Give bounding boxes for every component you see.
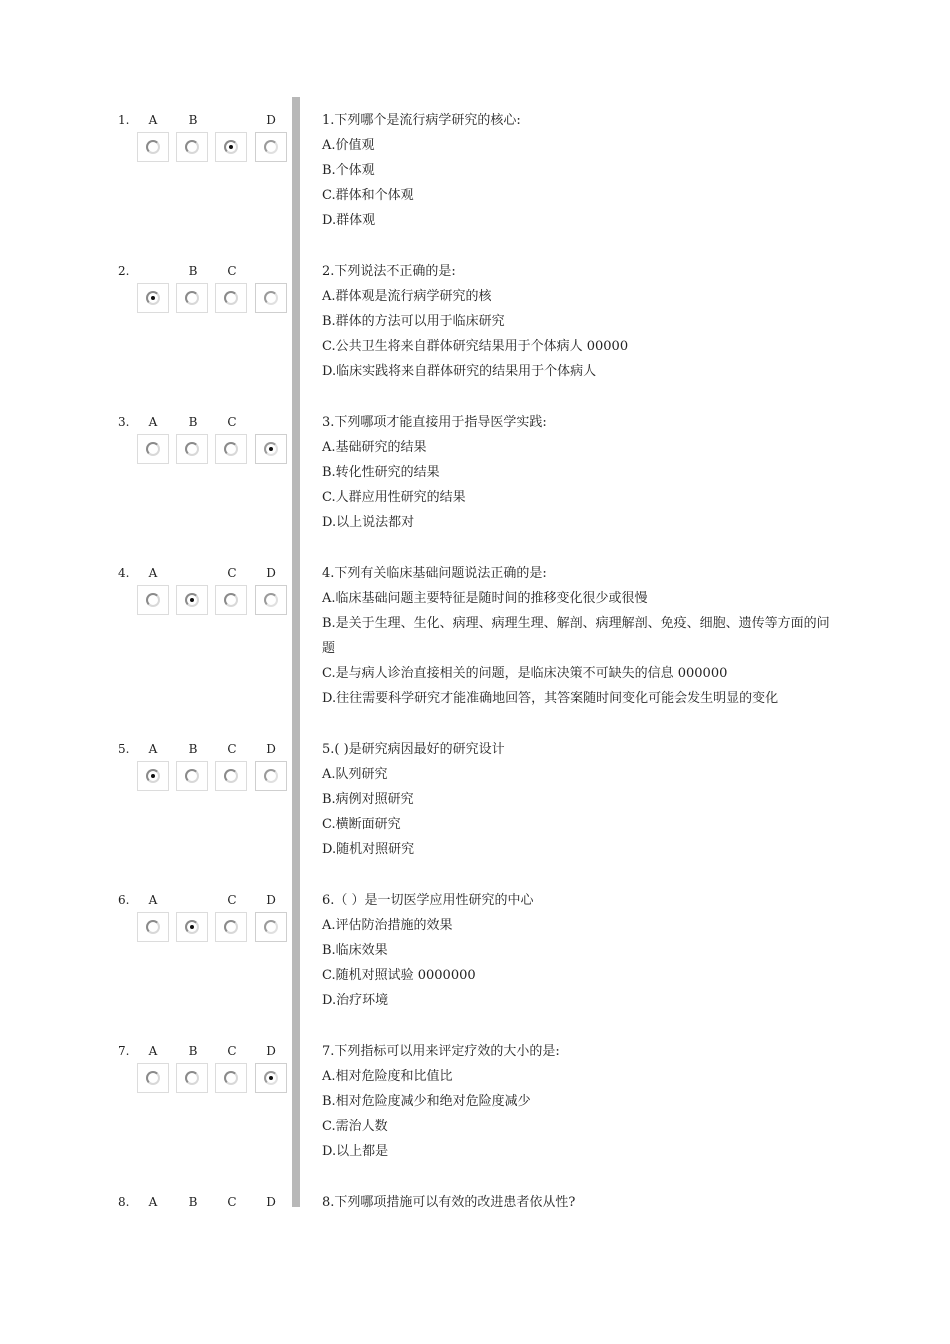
answer-option: B.相对危险度减少和绝对危险度减少 [322, 1094, 531, 1109]
choice-letter: A [148, 1195, 158, 1209]
question-number: 2. [118, 264, 130, 278]
radio-button-icon[interactable] [264, 1071, 278, 1085]
radio-button-icon[interactable] [224, 593, 238, 607]
answer-radio-box[interactable] [255, 132, 287, 162]
answer-radio-box[interactable] [137, 585, 169, 615]
answer-radio-box[interactable] [137, 1063, 169, 1093]
question-stem: 5.( )是研究病因最好的研究设计 [322, 742, 505, 757]
choice-letter: C [227, 1044, 237, 1058]
radio-selected-dot-icon [190, 598, 194, 602]
question-number: 6. [118, 893, 130, 907]
radio-button-icon[interactable] [264, 769, 278, 783]
choice-letter: D [266, 1044, 276, 1058]
answer-radio-box[interactable] [255, 585, 287, 615]
answer-radio-box[interactable] [215, 585, 247, 615]
answer-option: C.是与病人诊治直接相关的问题，是临床决策不可缺失的信息 000000 [322, 666, 728, 681]
radio-button-icon[interactable] [264, 442, 278, 456]
answer-option: A.相对危险度和比值比 [322, 1069, 453, 1084]
answer-radio-box[interactable] [137, 912, 169, 942]
answer-option: B.群体的方法可以用于临床研究 [322, 314, 505, 329]
answer-option: D.群体观 [322, 213, 376, 228]
question-stem: 2.下列说法不正确的是: [322, 264, 456, 279]
radio-selected-dot-icon [229, 145, 233, 149]
question-stem: 1.下列哪个是流行病学研究的核心: [322, 113, 521, 128]
choice-letter: B [188, 264, 198, 278]
answer-option: A.队列研究 [322, 767, 388, 782]
radio-selected-dot-icon [190, 925, 194, 929]
radio-button-icon[interactable] [185, 769, 199, 783]
choice-letter: C [227, 1195, 237, 1209]
answer-radio-box[interactable] [137, 434, 169, 464]
radio-button-icon[interactable] [224, 1071, 238, 1085]
radio-button-icon[interactable] [264, 920, 278, 934]
answer-option: D.临床实践将来自群体研究的结果用于个体病人 [322, 364, 597, 379]
radio-button-icon[interactable] [185, 1071, 199, 1085]
vertical-divider [292, 97, 300, 1207]
choice-letter: A [148, 1044, 158, 1058]
choice-letter: C [227, 415, 237, 429]
radio-button-icon[interactable] [224, 920, 238, 934]
choice-letter: A [148, 566, 158, 580]
radio-selected-dot-icon [151, 774, 155, 778]
answer-option: C.横断面研究 [322, 817, 401, 832]
choice-letter: C [227, 893, 237, 907]
radio-button-icon[interactable] [224, 140, 238, 154]
radio-button-icon[interactable] [264, 291, 278, 305]
answer-radio-box[interactable] [255, 761, 287, 791]
choice-letter: B [188, 742, 198, 756]
answer-radio-box[interactable] [215, 1063, 247, 1093]
choice-letter: B [188, 1195, 198, 1209]
answer-option: C.随机对照试验 0000000 [322, 968, 476, 983]
answer-option: D.治疗环境 [322, 993, 389, 1008]
radio-button-icon[interactable] [146, 140, 160, 154]
answer-option: C.人群应用性研究的结果 [322, 490, 466, 505]
answer-radio-box[interactable] [215, 283, 247, 313]
answer-radio-box[interactable] [176, 434, 208, 464]
answer-radio-box[interactable] [176, 912, 208, 942]
answer-option: B.转化性研究的结果 [322, 465, 440, 480]
choice-letter: D [266, 893, 276, 907]
choice-letter: A [148, 113, 158, 127]
answer-option: D.往往需要科学研究才能准确地回答，其答案随时间变化可能会发生明显的变化 [322, 691, 779, 706]
answer-option: B.是关于生理、生化、病理、病理生理、解剖、病理解剖、免疫、细胞、遗传等方面的问题 [322, 616, 830, 656]
answer-option: D.以上说法都对 [322, 515, 415, 530]
choice-letter: B [188, 113, 198, 127]
answer-option: C.需治人数 [322, 1119, 388, 1134]
answer-radio-box[interactable] [215, 912, 247, 942]
choice-letter: A [148, 415, 158, 429]
choice-letter: A [148, 893, 158, 907]
question-number: 4. [118, 566, 130, 580]
question-number: 3. [118, 415, 130, 429]
radio-button-icon[interactable] [264, 593, 278, 607]
radio-button-icon[interactable] [185, 291, 199, 305]
radio-button-icon[interactable] [224, 769, 238, 783]
answer-option: A.价值观 [322, 138, 375, 153]
choice-letter: C [227, 742, 237, 756]
question-stem: 4.下列有关临床基础问题说法正确的是: [322, 566, 547, 581]
radio-button-icon[interactable] [146, 1071, 160, 1085]
choice-letter: D [266, 566, 276, 580]
answer-radio-box[interactable] [176, 132, 208, 162]
answer-option: A.基础研究的结果 [322, 440, 427, 455]
answer-radio-box[interactable] [176, 283, 208, 313]
choice-letter: B [188, 415, 198, 429]
radio-button-icon[interactable] [185, 442, 199, 456]
radio-selected-dot-icon [269, 1076, 273, 1080]
choice-letter: D [266, 113, 276, 127]
answer-radio-box[interactable] [215, 434, 247, 464]
answer-option: B.病例对照研究 [322, 792, 414, 807]
answer-option: A.临床基础问题主要特征是随时间的推移变化很少或很慢 [322, 591, 648, 606]
answer-radio-box[interactable] [137, 132, 169, 162]
radio-button-icon[interactable] [146, 920, 160, 934]
radio-button-icon[interactable] [224, 442, 238, 456]
radio-button-icon[interactable] [146, 769, 160, 783]
answer-radio-box[interactable] [137, 761, 169, 791]
choice-letter: C [227, 566, 237, 580]
choice-letter: C [227, 264, 237, 278]
answer-radio-box[interactable] [215, 761, 247, 791]
answer-radio-box[interactable] [176, 1063, 208, 1093]
answer-option: C.群体和个体观 [322, 188, 414, 203]
answer-option: D.以上都是 [322, 1144, 389, 1159]
answer-radio-box[interactable] [215, 132, 247, 162]
question-stem: 7.下列指标可以用来评定疗效的大小的是: [322, 1044, 560, 1059]
radio-selected-dot-icon [151, 296, 155, 300]
radio-button-icon[interactable] [185, 593, 199, 607]
radio-button-icon[interactable] [185, 140, 199, 154]
answer-radio-box[interactable] [255, 434, 287, 464]
answer-radio-box[interactable] [137, 283, 169, 313]
answer-option: B.临床效果 [322, 943, 388, 958]
answer-radio-box[interactable] [255, 1063, 287, 1093]
answer-option: A.群体观是流行病学研究的核 [322, 289, 492, 304]
question-stem: 6.（ ）是一切医学应用性研究的中心 [322, 893, 534, 908]
question-stem: 3.下列哪项才能直接用于指导医学实践: [322, 415, 547, 430]
answer-option: D.随机对照研究 [322, 842, 415, 857]
answer-radio-box[interactable] [176, 761, 208, 791]
radio-button-icon[interactable] [224, 291, 238, 305]
answer-option: C.公共卫生将来自群体研究结果用于个体病人 00000 [322, 339, 629, 354]
choice-letter: D [266, 1195, 276, 1209]
answer-radio-box[interactable] [255, 912, 287, 942]
radio-button-icon[interactable] [185, 920, 199, 934]
answer-radio-box[interactable] [176, 585, 208, 615]
choice-letter: A [148, 742, 158, 756]
question-stem: 8.下列哪项措施可以有效的改进患者依从性? [322, 1195, 576, 1210]
choice-letter: D [266, 742, 276, 756]
answer-option: A.评估防治措施的效果 [322, 918, 453, 933]
question-number: 1. [118, 113, 130, 127]
radio-button-icon[interactable] [146, 442, 160, 456]
radio-selected-dot-icon [269, 447, 273, 451]
answer-radio-box[interactable] [255, 283, 287, 313]
radio-button-icon[interactable] [146, 593, 160, 607]
question-number: 8. [118, 1195, 130, 1209]
choice-letter: B [188, 1044, 198, 1058]
answer-option: B.个体观 [322, 163, 375, 178]
question-number: 5. [118, 742, 130, 756]
question-number: 7. [118, 1044, 130, 1058]
radio-button-icon[interactable] [264, 140, 278, 154]
radio-button-icon[interactable] [146, 291, 160, 305]
